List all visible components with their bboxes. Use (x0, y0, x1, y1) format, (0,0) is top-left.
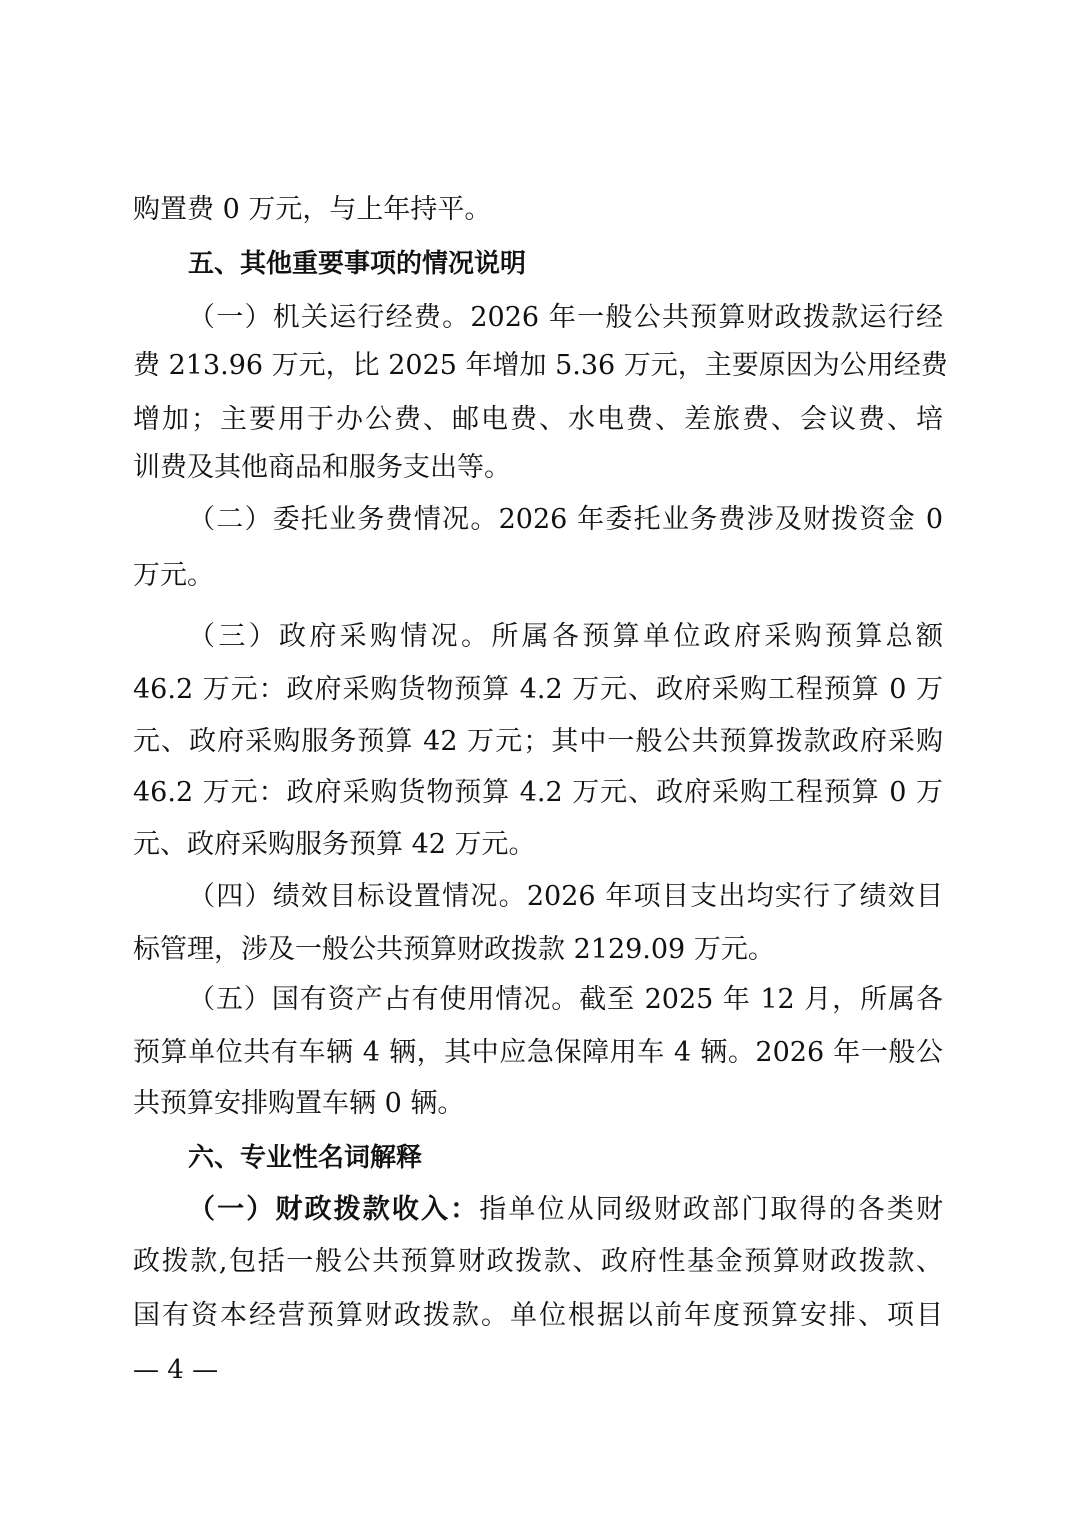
text-line (188, 298, 943, 338)
line-text: 元、政府采购服务预算 42 万元。 (133, 829, 536, 860)
line-text: 万元。 (133, 560, 214, 591)
line-text: 增加；主要用于办公费、邮电费、水电费、差旅费、会议费、培 (133, 404, 943, 435)
line-text: 五、其他重要事项的情况说明 (188, 249, 527, 279)
line-text: 共预算安排购置车辆 0 辆。 (133, 1088, 465, 1119)
text-line (133, 1084, 943, 1124)
section-heading (188, 244, 943, 284)
line-text: 指单位从同级财政部门取得的各类财 (479, 1194, 944, 1225)
text-line (133, 1296, 943, 1336)
line-text: 六、专业性名词解释 (188, 1143, 423, 1173)
line-text: （五）国有资产占有使用情况。截至 2025 年 12 月，所属各 (188, 984, 943, 1015)
line-text: 政拨款,包括一般公共预算财政拨款、政府性基金预算财政拨款、 (133, 1246, 943, 1277)
line-text: 预算单位共有车辆 4 辆，其中应急保障用车 4 辆。2026 年一般公 (133, 1037, 943, 1068)
line-text: 46.2 万元：政府采购货物预算 4.2 万元、政府采购工程预算 0 万 (133, 674, 943, 705)
text-line (133, 448, 943, 488)
line-text: 训费及其他商品和服务支出等。 (133, 452, 511, 483)
line-text: 46.2 万元：政府采购货物预算 4.2 万元、政府采购工程预算 0 万 (133, 777, 943, 808)
text-line (133, 556, 943, 596)
line-text: （一）机关运行经费。2026 年一般公共预算财政拨款运行经 (188, 302, 943, 333)
text-line (188, 877, 943, 917)
text-line (133, 930, 943, 970)
line-text: 费 213.96 万元，比 2025 年增加 5.36 万元，主要原因为公用经费 (133, 350, 948, 381)
text-line (133, 400, 943, 440)
page-number: — 4 — (133, 1355, 219, 1385)
line-text: 元、政府采购服务预算 42 万元；其中一般公共预算拨款政府采购 (133, 726, 943, 757)
line-text: 购置费 0 万元，与上年持平。 (133, 194, 492, 225)
text-line (133, 190, 943, 230)
text-line (133, 1033, 943, 1073)
text-line (133, 670, 943, 710)
text-line (133, 773, 943, 813)
term-label: （一）财政拨款收入： (188, 1194, 480, 1225)
section-heading (188, 1138, 943, 1178)
text-line (188, 980, 943, 1020)
text-line (133, 1242, 943, 1282)
line-text: （四）绩效目标设置情况。2026 年项目支出均实行了绩效目 (188, 881, 943, 912)
text-line (133, 346, 948, 386)
text-line (188, 617, 943, 657)
line-text: （三）政府采购情况。所属各预算单位政府采购预算总额 (188, 621, 943, 652)
line-text: 国有资本经营预算财政拨款。单位根据以前年度预算安排、项目 (133, 1300, 943, 1331)
line-text: 标管理，涉及一般公共预算财政拨款 2129.09 万元。 (133, 934, 775, 965)
line-text: （二）委托业务费情况。2026 年委托业务费涉及财拨资金 0 (188, 504, 943, 535)
text-line (133, 825, 943, 865)
text-line (188, 500, 943, 540)
text-line (188, 1190, 943, 1230)
text-line (133, 722, 943, 762)
